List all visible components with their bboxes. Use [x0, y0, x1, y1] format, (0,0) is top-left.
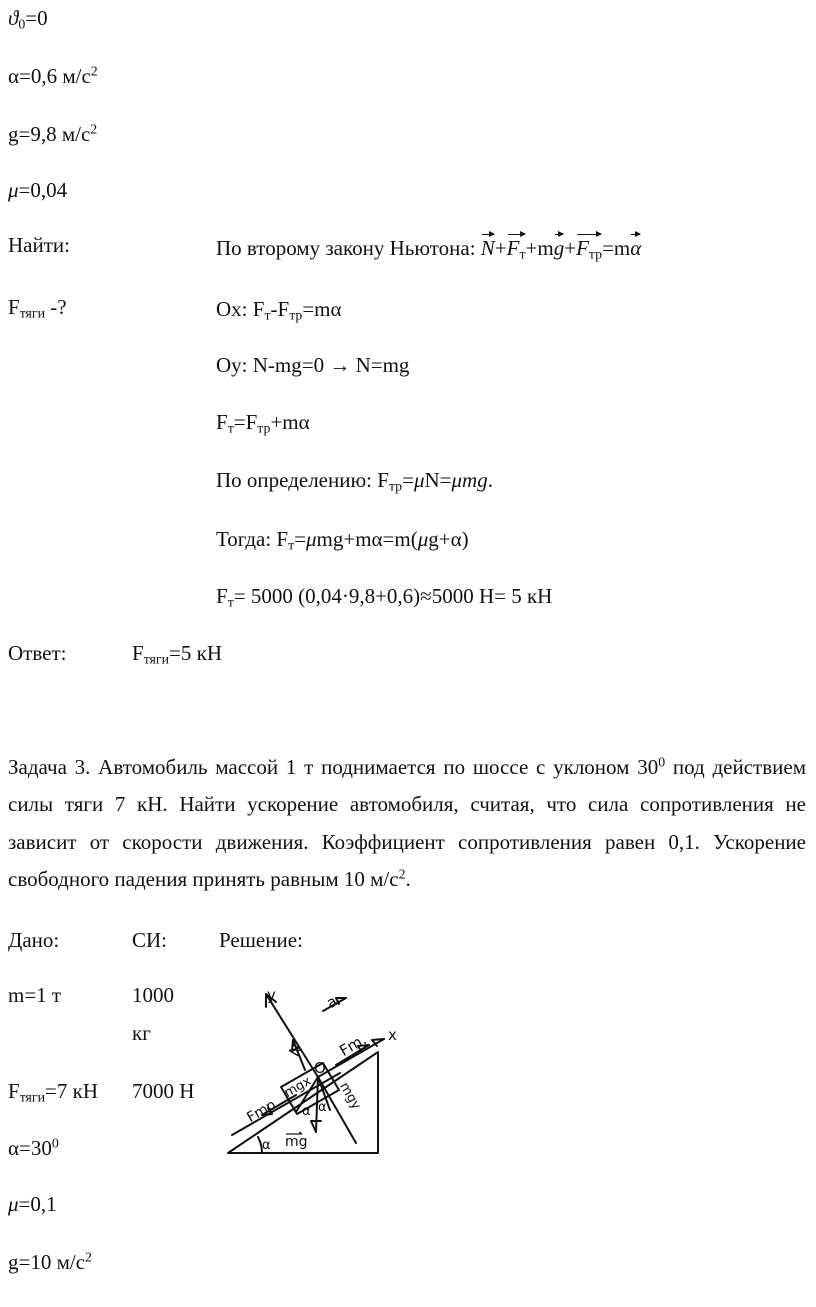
task3-line1: Задача 3. Автомобиль массой 1 т поднимается по шоссе с уклоном $30^0$ под действием	[8, 754, 806, 779]
answer-label: Ответ:	[8, 641, 67, 665]
then-formula: Тогда: $F_т=\mu mg+m\alpha=m(\mu g+\alpha)$	[216, 527, 469, 553]
newton-law-equation: По второму закону Ньютона: $N+F_т+mg+F_{тр}=m\alpha$	[216, 236, 642, 262]
si-traction: 7000 Н	[132, 1079, 195, 1103]
si-mass-value: 1000	[132, 983, 174, 1007]
friction-definition: По определению: $F_{тр}=\mu N=\mu mg$.	[216, 468, 493, 494]
find-label: Найти:	[8, 233, 70, 257]
given-v0: $ϑ_0=0$	[8, 6, 48, 32]
given-resistance-coef: μ=0,1	[8, 1192, 57, 1216]
traction-formula: $F_т=F_{тр}+m\alpha$	[216, 410, 310, 436]
label-N: N	[285, 1040, 307, 1060]
given-traction: $F_{тяги}=7$ кН	[8, 1079, 99, 1105]
find-value: $F_{тяги}$ -?	[8, 295, 67, 321]
header-given: Дано:	[8, 928, 60, 952]
label-origin: O	[314, 1059, 326, 1077]
label-alpha-base: α	[262, 1138, 271, 1153]
label-mgy: mgy	[336, 1079, 364, 1113]
label-x: x	[388, 1026, 397, 1044]
given-gravity: g=9,8 $м/с^2$	[8, 121, 98, 146]
label-mg: mg	[285, 1134, 308, 1150]
label-alpha-2: α	[318, 1100, 327, 1115]
task3-line4: свободного падения принять равным 10 $м/с^2$.	[8, 866, 411, 891]
si-mass-unit: кг	[132, 1021, 151, 1045]
numeric-calculation: $F_т= 5000$ (0,04·9,8+0,6)≈5000 Н= 5 кН	[216, 584, 553, 610]
label-traction: Fm.	[336, 1030, 370, 1060]
task3-line2: силы тяги 7 кН. Найти ускорение автомобиля, считая, что сила сопротивления не	[8, 792, 806, 816]
given-mu: μ=0,04	[8, 178, 68, 202]
projection-ox: Ox: $F_т-F_{тр}=m\alpha$	[216, 297, 342, 323]
label-acceleration: a	[323, 991, 341, 1013]
given-angle: $\alpha=30^0$	[8, 1135, 59, 1160]
label-y: y	[267, 986, 276, 1004]
task3-line3: зависит от скорости движения. Коэффициент сопротивления равен 0,1. Ускорение	[8, 830, 806, 854]
given-g: g=10 $м/с^2$	[8, 1249, 92, 1274]
label-mgx: mgx	[281, 1073, 315, 1102]
given-acceleration: α=0,6 $м/с^2$	[8, 63, 98, 88]
given-mass: m=1 т	[8, 983, 62, 1007]
label-alpha-1: α	[302, 1104, 311, 1119]
header-solution: Решение:	[219, 928, 303, 952]
header-si: СИ:	[132, 928, 168, 952]
answer-value: $F_{тяги}=5$ кН	[132, 641, 223, 667]
label-friction: Fmp	[244, 1096, 279, 1127]
projection-oy: Oy: N-mg=0 → N=mg	[216, 353, 410, 377]
y-axis	[266, 994, 318, 1077]
